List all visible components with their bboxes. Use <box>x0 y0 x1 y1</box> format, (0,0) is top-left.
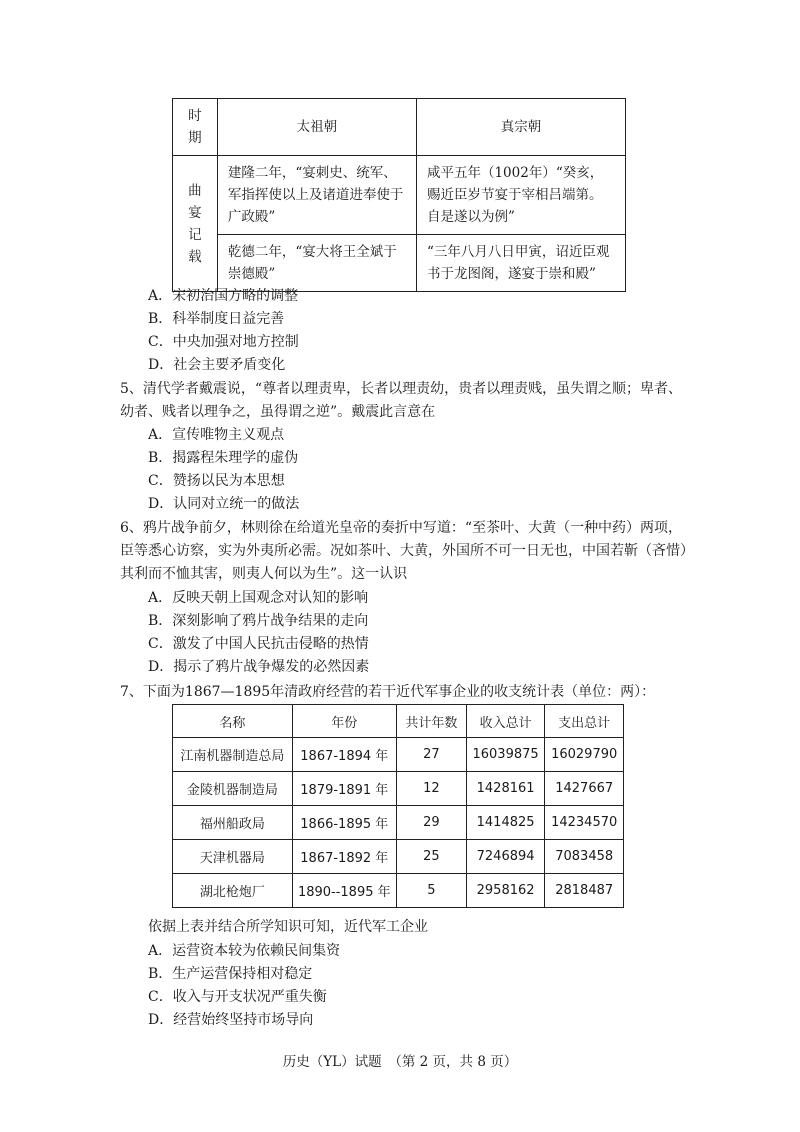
q7-option-c: C．收入与开支状况严重失衡 <box>148 989 327 1005</box>
q6-stem-line: 其利而不恤其害，则夷人何以为生”。这一认识 <box>120 566 408 582</box>
table-cell: 14234570 <box>545 806 624 840</box>
table-cell: “三年八月八日甲寅，诏近臣观书于龙图阁，遂宴于崇和殿” <box>416 235 625 292</box>
table-cell: 27 <box>396 738 466 772</box>
table-cell: 金陵机器制造局 <box>173 772 293 806</box>
table-row <box>173 840 624 874</box>
table-cell: 建隆二年，“宴刺史、统军、军指挥使以上及诸道进奉使于广政殿” <box>217 156 416 235</box>
q4-option-c: C．中央加强对地方控制 <box>148 334 299 350</box>
table-header: 收入总计 <box>466 705 545 738</box>
q4-option-a: A．宋初治国方略的调整 <box>148 288 299 304</box>
table-cell: 乾德二年，“宴大将王全斌于崇德殿” <box>217 235 416 292</box>
enterprise-finance-table <box>172 704 624 908</box>
table-header: 年份 <box>292 705 396 738</box>
q7-option-b: B．生产运营保持相对稳定 <box>148 966 313 982</box>
q5-option-a: A．宣传唯物主义观点 <box>148 427 285 443</box>
table-header: 支出总计 <box>545 705 624 738</box>
side-label: 曲宴记载 <box>173 156 218 292</box>
q5-option-d: D．认同对立统一的做法 <box>148 496 300 512</box>
table-cell: 1428161 <box>466 772 545 806</box>
table-cell: 16029790 <box>545 738 624 772</box>
table-cell: 2818487 <box>545 874 624 908</box>
table-cell: 1866-1895 年 <box>292 806 396 840</box>
table-cell: 咸平五年（1002年）“癸亥，赐近臣岁节宴于宰相吕端第。自是遂以为例” <box>416 156 625 235</box>
q7-option-a: A．运营资本较为依赖民间集资 <box>148 943 341 959</box>
table-cell: 29 <box>396 806 466 840</box>
table-row <box>173 738 624 772</box>
table-cell: 2958162 <box>466 874 545 908</box>
q6-stem-line: 6、鸦片战争前夕，林则徐在给道光皇帝的奏折中写道：“至茶叶、大黄（一种中药）两项， <box>120 520 683 536</box>
page-footer: 历史（YL）试题 （第 2 页，共 8 页） <box>282 1054 518 1070</box>
dynasty-banquet-table <box>172 98 626 292</box>
q5-option-c: C．赞扬以民为本思想 <box>148 473 285 489</box>
table-header: 太祖朝 <box>217 99 416 156</box>
table-cell: 1867-1894 年 <box>292 738 396 772</box>
table-cell: 12 <box>396 772 466 806</box>
table-cell: 湖北枪炮厂 <box>173 874 293 908</box>
q6-stem-line: 臣等悉心访察，实为外夷所必需。况如茶叶、大黄，外国所不可一日无也，中国若靳（吝惜） <box>120 543 694 559</box>
q4-option-d: D．社会主要矛盾变化 <box>148 357 286 373</box>
q6-option-b: B．深刻影响了鸦片战争结果的走向 <box>148 613 369 629</box>
q6-option-c: C．激发了中国人民抗击侵略的热情 <box>148 636 369 652</box>
table-cell: 1867-1892 年 <box>292 840 396 874</box>
table-cell: 天津机器局 <box>173 840 293 874</box>
table-row <box>173 772 624 806</box>
table-header: 真宗朝 <box>416 99 625 156</box>
table-cell: 25 <box>396 840 466 874</box>
table-cell: 1890--1895 年 <box>292 874 396 908</box>
table-cell: 5 <box>396 874 466 908</box>
q5-stem-line: 5、清代学者戴震说，“尊者以理责卑，长者以理责幼，贵者以理责贱，虽失谓之顺；卑者、 <box>120 381 683 397</box>
table-header: 名称 <box>173 705 293 738</box>
table-cell: 江南机器制造总局 <box>173 738 293 772</box>
table-cell: 7083458 <box>545 840 624 874</box>
table-cell: 16039875 <box>466 738 545 772</box>
table-header: 共计年数 <box>396 705 466 738</box>
q5-stem-line: 幼者、贱者以理争之，虽得谓之逆”。戴震此言意在 <box>120 404 436 420</box>
table-header: 时期 <box>173 99 218 156</box>
q4-option-b: B．科举制度日益完善 <box>148 311 285 327</box>
table-cell: 1427667 <box>545 772 624 806</box>
table-row <box>173 806 624 840</box>
q7-stem: 7、下面为1867—1895年清政府经营的若干近代军事企业的收支统计表（单位：两）： <box>120 684 656 700</box>
table-cell: 1414825 <box>466 806 545 840</box>
q7-option-d: D．经营始终坚持市场导向 <box>148 1012 314 1028</box>
q6-option-d: D．揭示了鸦片战争爆发的必然因素 <box>148 659 370 675</box>
q6-option-a: A．反映天朝上国观念对认知的影响 <box>148 590 369 606</box>
q7-followup: 依据上表并结合所学知识可知，近代军工企业 <box>148 919 428 935</box>
q5-option-b: B．揭露程朱理学的虚伪 <box>148 450 299 466</box>
table-cell: 1879-1891 年 <box>292 772 396 806</box>
table-cell: 福州船政局 <box>173 806 293 840</box>
table-cell: 7246894 <box>466 840 545 874</box>
table-row <box>173 874 624 908</box>
